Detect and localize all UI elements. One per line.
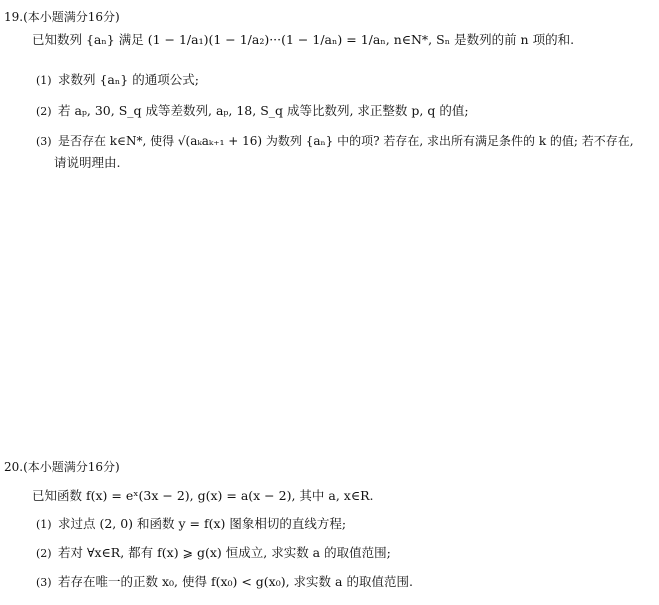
part-text: 求过点 (2, 0) 和函数 y = f(x) 图象相切的直线方程; (57, 516, 347, 531)
part-text: 是否存在 k∈N*, 使得 √(aₖaₖ₊₁ + 16) 为数列 {aₙ} 中的项? 若存在, 求出所有满足条件的 k 的值; 若不存在, (57, 134, 634, 148)
part-label: (2) (36, 105, 52, 118)
stem-formula: (1 − 1/a₁)(1 − 1/a₂)···(1 − 1/aₙ) = 1/aₙ, (147, 32, 390, 47)
part-text: 若对 ∀x∈R, 都有 f(x) ⩾ g(x) 恒成立, 求实数 a 的取值范围; (57, 545, 391, 560)
problem-19-part-3 (36, 132, 634, 149)
stem-prefix: 已知数列 {aₙ} 满足 (32, 32, 144, 47)
problem-20-header: 20.(本小题满分16分) (4, 460, 120, 474)
problem-19-header: 19.(本小题满分16分) (4, 10, 120, 24)
part-text: 若 aₚ, 30, S_q 成等差数列, aₚ, 18, S_q 成等比数列, 求正整数 p, q 的值; (57, 103, 469, 118)
problem-19-part-2 (36, 101, 469, 119)
problem-19-stem (32, 30, 574, 48)
problem-19-part-1 (36, 70, 199, 88)
part-label: (1) (36, 74, 52, 87)
part-label: (1) (36, 518, 52, 531)
part-text-continued: 请说明理由. (54, 155, 121, 170)
problem-20-stem: 已知函数 f(x) = eˣ(3x − 2), g(x) = a(x − 2), 其中 a, x∈R. (32, 488, 374, 503)
stem-suffix: n∈N*, Sₙ 是数列的前 n 项的和. (393, 32, 575, 47)
part-text: 若存在唯一的正数 x₀, 使得 f(x₀) < g(x₀), 求实数 a 的取值范围. (57, 574, 413, 589)
part-label: (3) (36, 576, 52, 589)
part-label: (3) (36, 135, 52, 148)
part-text: 求数列 {aₙ} 的通项公式; (57, 72, 199, 87)
problem-19-part-3-cont (36, 153, 120, 171)
problem-20-part-3 (36, 572, 413, 590)
part-label: (2) (36, 547, 52, 560)
problem-20-part-1 (36, 514, 346, 532)
problem-20-part-2 (36, 543, 391, 561)
